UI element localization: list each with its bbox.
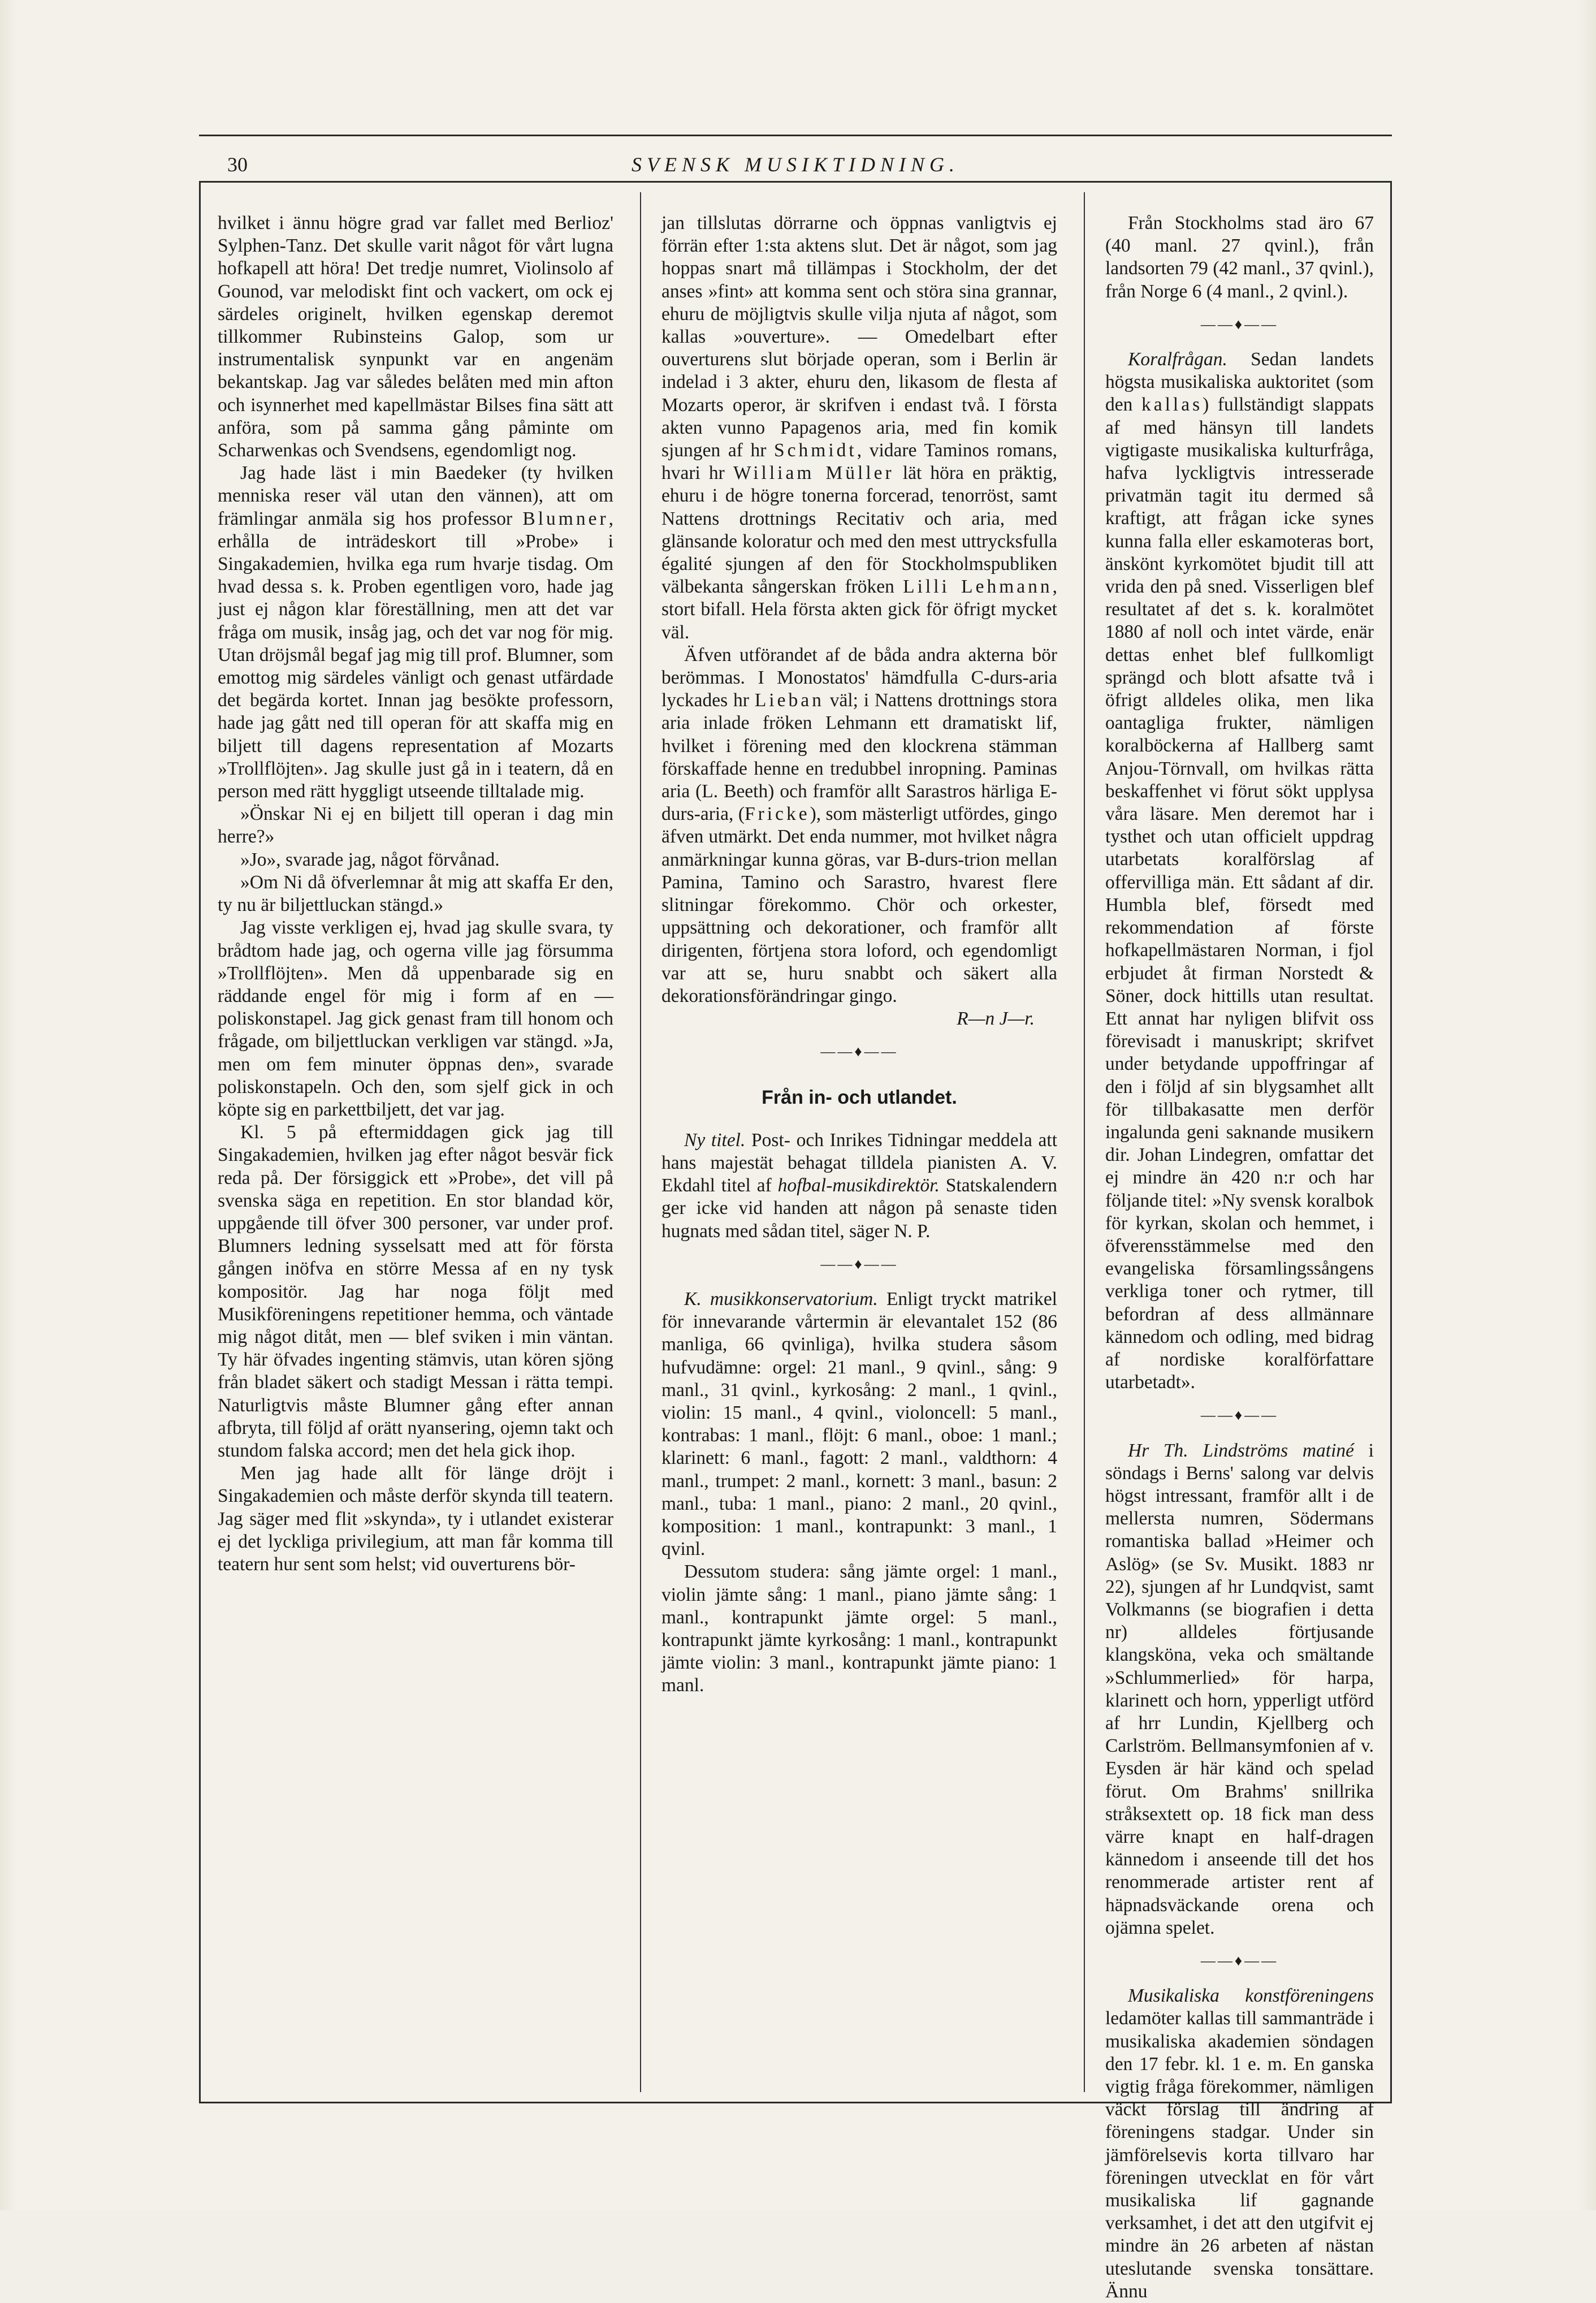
- news-heading: Musikaliska konstföreningens: [1128, 1985, 1374, 2007]
- name-william-muller: William Müller: [733, 463, 894, 484]
- journal-title: SVENSK MUSIKTIDNING.: [631, 153, 959, 176]
- name-schmidt: Schmidt: [774, 440, 857, 461]
- col1-paragraph-6: Jag visste verkligen ej, hvad jag skulle svara, ty brådtom hade jag, och ogerna ville jag försumma »Trollflöjten». Men då uppenbarade sig en räddande engel för mig i form af en — poliskonstapel. Jag gick genast fram till honom och frågade, om biljettluckan verkligen var stängd. »Ja, men om fem minuter öppnas den», svarade poliskonstapeln. Och den, som sjelf gick in och köpte sig en parkettbiljett, det var jag.: [218, 917, 613, 1120]
- news-heading: Koralfrågan.: [1128, 349, 1227, 370]
- col1-paragraph-3: »Önskar Ni ej en biljett till operan i dag min herre?»: [218, 803, 613, 848]
- column-divider-1: [640, 192, 641, 2092]
- news-koralfragan: Koralfrågan. Sedan landets högsta musikaliska auktoritet (som den kallas) fullständigt slappats af med hänsyn till landets vigtigaste musikaliska kulturfråga, hafva lyckligtvis intresserade privatmän tagit itu dermed så kraftigt, att frågan icke synes kunna falla eller eskamoteras bort, änskönt kyrkomötet bjudit till att vrida den på sned. Visserligen blef resultatet af det s. k. koralmötet 1880 af noll och intet värde, enär dettas enhet blef fullkomligt sprängd och blott afsatte två i öfrigt alldeles olika, men lika oantagliga frukter, nämligen koralböckerna af Hallberg samt Anjou-Törnvall, om hvilkas rätta beskaffenhet vi förut sökt upplysa våra läsare. Men deremot har i tysthet och utan officielt uppdrag utarbetats koralförslag af offervilliga män. Ett sådant af dir. Humbla blef, försedt med rekommendation af förste hofkapellmästaren Norman, i fjol erbjudet åt firman Norstedt & Söner, dock hittills utan resultat. Ett annat har nyligen blifvit oss förevisadt i manuskript; skrifvet under betydande uppoffringar af den i följd af sin blygsamhet allt för tillbakasatte men derför ingalunda geni saknande musikern dir. Johan Lindegren, omfattar det ej mindre än 420 n:r och har följande titel: »Ny svensk koralbok för kyrkan, skolan och hemmet, i öfverensstämmelse med den evangeliska församlingssångens verkliga toner och rytmer, till befordran af dess allmännare kännedom och odling, med bidrag af nordiske koralförfattare utarbetadt».: [1105, 349, 1374, 1393]
- col2-paragraph-2: Äfven utförandet af de båda andra akterna bör berömmas. I Monostatos' hämdfulla C-durs-aria lyckades hr Lieban väl; i Nattens drottnings stora aria inlade fröken Lehmann ett dramatiskt lif, hvilket i förening med den klockrena stämman förskaffade henne en tredubbel inropning. Paminas aria (L. Beeth) och framför allt Sarastros härliga E-durs-aria, (Fricke), som mästerligt utfördes, gingo äfven utmärkt. Det enda nummer, mot hvilket några anmärkningar kunna göras, var B-durs-trion mellan Pamina, Tamino och Sarastro, hvarest flere slitningar förekommo. Chör och orkester, uppsättning och dekorationer, och framför allt dirigenten, förtjena stora loford, och egendomligt var att se, huru snabbt och säkert alla dekorationsförändringar gingo.: [661, 644, 1057, 1006]
- top-rule: [199, 135, 1392, 136]
- separator-ornament: ——♦——: [820, 1043, 898, 1060]
- article-signature: R—n J—r.: [957, 1008, 1035, 1030]
- column-3: [1105, 212, 1374, 2302]
- news-konservatorium-continued: Dessutom studera: sång jämte orgel: 1 manl., violin jämte sång: 1 manl., piano jämte sång: 1 manl., kontrapunkt jämte orgel: 5 manl., kontrapunkt jämte kyrkosång: 1 manl., kontrapunkt jämte violin: 3 manl., kontrapunkt jämte piano: 1 manl.: [661, 1561, 1057, 1696]
- name-lilli-lehmann: Lilli Lehmann: [903, 576, 1053, 598]
- news-heading: Ny titel.: [684, 1129, 746, 1151]
- news-heading: K. musikkonservatorium.: [684, 1288, 878, 1310]
- news-lindstrom-matine: Hr Th. Lindströms matiné i söndags i Berns' salong var delvis högst intressant, framför allt i de mellersta numren, Södermans romantiska ballad »Heimer och Aslög» (se Sv. Musikt. 1883 nr 22), sjungen af hr Lundqvist, samt Volkmanns (se biografien i detta nr) alldeles förtjusande klangsköna, veka och smältande »Schlummerlied» för harpa, klarinett och horn, ypperligt utförd af hrr Lundin, Kjellberg och Carlström. Bellmansymfonien af v. Eysden är här känd och spelad förut. Om Brahms' snillrika stråksextett op. 18 fick man dess värre knapt en half-dragen kännedom i anseende till det hos renommerade artister rent af häpnadsväckande orena och ojämna spelet.: [1105, 1440, 1374, 1938]
- page-number: 30: [227, 153, 248, 176]
- col2-paragraph-1: jan tillslutas dörrarne och öppnas vanligtvis ej förrän efter 1:sta aktens slut. Det är något, som jag hoppas snart må tillämpas i Stockholm, der det anses »fint» att komma sent och störa sina grannar, ehuru de möjligtvis skulle vilja njuta af något, som kallas »ouverture». — Omedelbart efter ouverturens slut började operan, som i Berlin är indelad i 3 akter, ehuru den, likasom de flesta af Mozarts operor, är skrifven i endast två. I första akten vunno Papagenos aria, med fin komik sjungen af hr Schmidt, vidare Taminos romans, hvari hr William Müller lät höra en präktig, ehuru i de högre tonerna forcerad, tenorröst, samt Nattens drottnings Recitativ och aria, med glänsande koloratur och med den mest uttrycksfulla égalité sjungen af den för Stockholmspubliken välbekanta sångerskan fröken Lilli Lehmann, stort bifall. Hela första akten gick för öfrigt mycket väl.: [661, 213, 1057, 643]
- column-1: [218, 212, 613, 2089]
- name-lieban: Lieban: [754, 690, 824, 711]
- col1-paragraph-7: Kl. 5 på eftermiddagen gick jag till Singakademien, hvilken jag efter något besvär fick reda på. Der försiggick ett »Probe», det vill på svenska säga en repetition. En stor blandad kör, uppgående till öfver 300 personer, var under prof. Blumners ledning sysselsatt med att för första gången inöfva en större Messa af en ny tysk kompositör. Jag har noga följt med Musikföreningens repetitioner hemma, och väntade mig något ditåt, men — blef sviken i min väntan. Ty här öfvades ingenting stämvis, utan kören sjöng från bladet säkert och stadigt Messan i rätta tempi. Naturligtvis måste Blumner gång efter annan afbryta, till följd af orätt nyansering, ojemn takt och stundom falska accord; men det hela gick ihop.: [218, 1122, 613, 1461]
- news-heading: Hr Th. Lindströms matiné: [1128, 1440, 1354, 1461]
- separator-ornament: ——♦——: [1200, 1407, 1279, 1424]
- section-title: Från in- och utlandet.: [762, 1086, 957, 1108]
- name-fricke: Fricke: [744, 803, 810, 825]
- separator-ornament: ——♦——: [1200, 1952, 1279, 1969]
- name-blumner: Blumner: [522, 508, 609, 529]
- news-ny-titel: Ny titel. Post- och Inrikes Tidningar meddela att hans majestät behagat tilldela pianisten A. V. Ekdahl titel af hofbal-musikdirektör. Statskalendern ger icke vid handen att någon på senaste tiden hugnats med sådan titel, säger N. P.: [661, 1129, 1057, 1242]
- news-konservatorium: K. musikkonservatorium. Enligt tryckt matrikel för innevarande vårtermin är elevantalet 152 (86 manliga, 66 qvinliga), hvilka studera såsom hufvudämne: orgel: 21 manl., 9 qvinl., sång: 9 manl., 31 qvinl., kyrkosång: 2 manl., 1 qvinl., violin: 15 manl., 4 qvinl., violoncell: 5 manl., kontrabas: 1 manl., flöjt: 6 manl., oboe: 1 manl.; klarinett: 6 manl., fagott: 2 manl., valdthorn: 4 manl., trumpet: 2 manl., kornett: 3 manl., basun: 2 manl., tuba: 1 manl., piano: 2 manl., 20 qvinl., komposition: 1 manl., kontrapunkt: 3 manl., 1 qvinl.: [661, 1288, 1057, 1560]
- separator-ornament: ——♦——: [820, 1255, 898, 1272]
- col1-paragraph-5: »Om Ni då öfverlemnar åt mig att skaffa Er den, ty nu är biljettluckan stängd.»: [218, 871, 613, 916]
- col3-paragraph-1: Från Stockholms stad äro 67 (40 manl. 27 qvinl.), från landsorten 79 (42 manl., 37 qvinl.), från Norge 6 (4 manl., 2 qvinl.).: [1105, 213, 1374, 302]
- page-header: [199, 141, 1392, 175]
- col1-paragraph-4: »Jo», svarade jag, något förvånad.: [240, 849, 500, 870]
- news-konstforeningen: Musikaliska konstföreningens ledamöter kallas till sammanträde i musikaliska akademien söndagen den 17 febr. kl. 1 e. m. En ganska vigtig fråga förekommer, nämligen väckt förslag till ändring af föreningens stadgar. Under sin jämförelsevis korta tillvaro har föreningen utvecklat en för vårt musikaliska lif gagnande verksamhet, i det att den utgifvit ej mindre än 26 arbeten af nästan uteslutande svenska tonsättare. Ännu: [1105, 1985, 1374, 2302]
- col1-paragraph-1: hvilket i ännu högre grad var fallet med Berlioz' Sylphen-Tanz. Det skulle varit något för vårt lugna hofkapell att höra! Det tredje numret, Violinsolo af Gounod, var melodiskt fint och vackert, om ock ej särdeles originelt, hvilken egenskap deremot tillkommer Rubinsteins Galop, som ur instrumentalisk synpunkt var en angenäm bekantskap. Jag var således belåten med min afton och isynnerhet med kapellmästar Bilses fina sätt att anföra, som på samma gång påminte om Scharwenkas och Svendsens, egendomligt nog.: [218, 213, 613, 461]
- column-2: [661, 212, 1057, 2089]
- col1-paragraph-2: Jag hade läst i min Baedeker (ty hvilken menniska reser väl utan den vännen), att om främlingar anmäla sig hos professor Blumner, erhålla de inträdeskort till »Probe» i Singakademien, hvilka ega rum hvarje tisdag. Om hvad dessa s. k. Proben egentligen voro, hade jag just ej någon klar föreställning, men att det var fråga om musik, insåg jag, och det var nog för mig. Utan dröjsmål begaf jag mig till prof. Blumner, som emottog mig särdeles vänligt och genast utfärdade det begärda kortet. Innan jag besökte professorn, hade jag gått ned till operan för att skaffa mig en biljett till dagens representation af Mozarts »Trollflöjten». Jag skulle just gå in i teatern, då en person med rätt hyggligt utseende tilltalade mig.: [218, 463, 613, 802]
- separator-ornament: ——♦——: [1200, 316, 1279, 332]
- col1-paragraph-8: Men jag hade allt för länge dröjt i Singakademien och måste derför skynda till teatern. Jag säger med flit »skynda», ty i utlandet existerar ej det lyckliga privilegium, att man får komma till teatern hur sent som helst; vid ouverturens bör-: [218, 1463, 613, 1575]
- column-divider-2: [1084, 192, 1085, 2092]
